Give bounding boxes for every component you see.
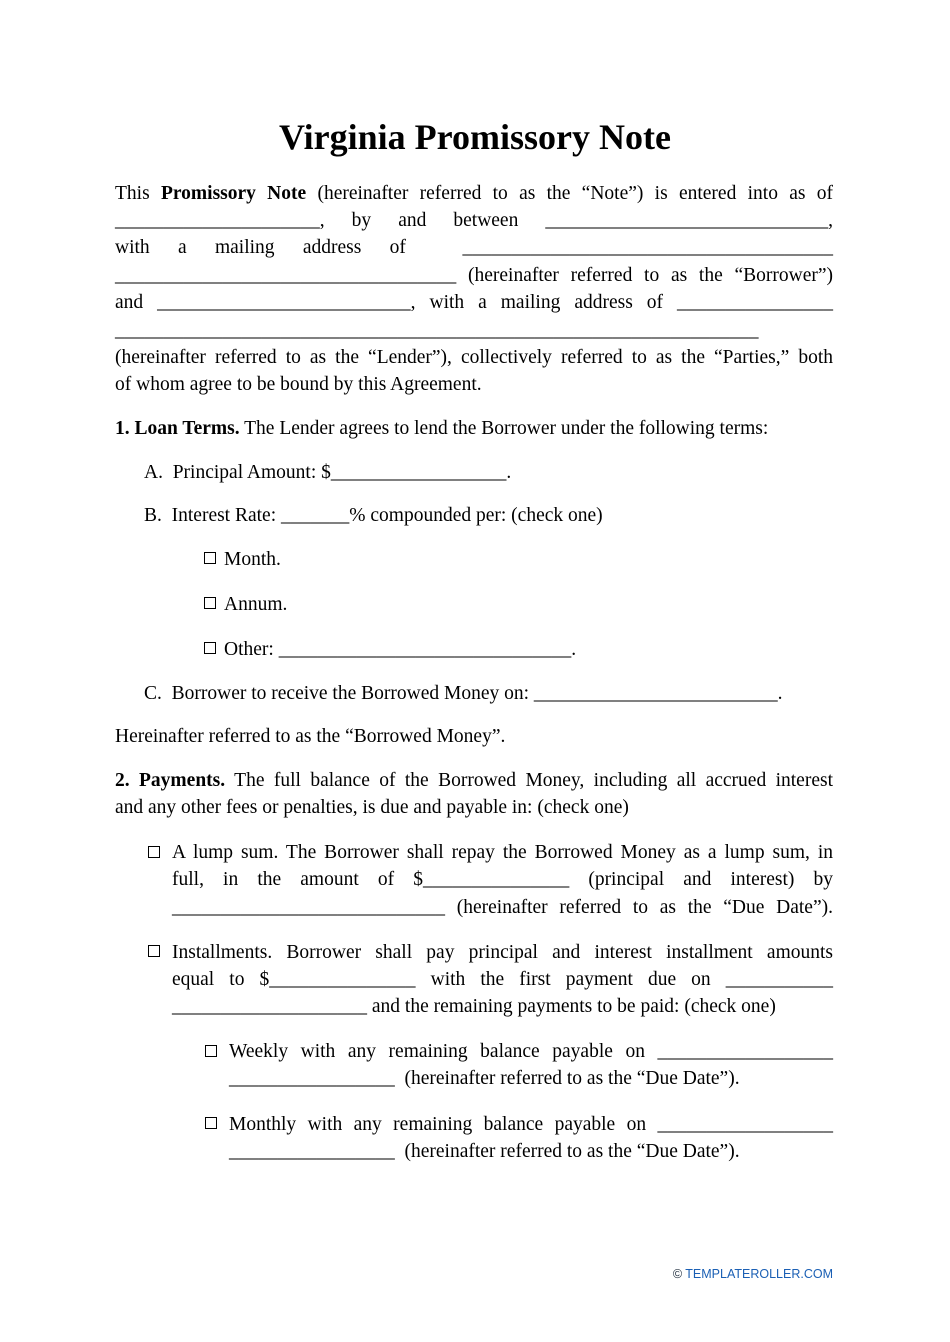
checkbox-installments[interactable] bbox=[148, 945, 160, 957]
intro-line: ___________________________________ (hereinafter referred to as the “Borrower”) bbox=[115, 265, 833, 286]
lump-sum-line: ____________________________ (hereinafter referred to as the “Due Date”). bbox=[172, 897, 833, 918]
intro-line: _____________________, by and between _____________________________, bbox=[115, 210, 833, 231]
checkbox-weekly[interactable] bbox=[205, 1045, 217, 1057]
checkbox-monthly[interactable] bbox=[205, 1117, 217, 1129]
site-link[interactable]: TEMPLATEROLLER.COM bbox=[685, 1267, 833, 1281]
option-other: Other: ______________________________. bbox=[204, 636, 922, 663]
borrowed-money-definition: Hereinafter referred to as the “Borrowed Money”. bbox=[115, 726, 506, 747]
footer-link[interactable] bbox=[673, 1267, 833, 1281]
intro-line: with a mailing address of ______________________________________ bbox=[115, 237, 833, 258]
option-annum: Annum. bbox=[204, 591, 922, 618]
interest-rate-line: B. Interest Rate: _______% compounded per: (check one) bbox=[144, 505, 603, 526]
section-payments: 2. Payments. The full balance of the Borrowed Money, including all accrued interest bbox=[115, 770, 833, 791]
intro-line: (hereinafter referred to as the “Lender”), collectively referred to as the “Parties,” both bbox=[115, 347, 833, 368]
borrowed-money-date-line: C. Borrower to receive the Borrowed Money on: _________________________. bbox=[144, 683, 783, 704]
lump-sum-line: full, in the amount of $_______________ (principal and interest) by bbox=[172, 869, 833, 890]
intro-line: of whom agree to be bound by this Agreement. bbox=[115, 374, 482, 395]
installments-line: ____________________ and the remaining payments to be paid: (check one) bbox=[172, 996, 776, 1017]
monthly-line: _________________ (hereinafter referred to as the “Due Date”). bbox=[229, 1141, 740, 1162]
installments-line: Installments. Borrower shall pay principal and interest installment amounts bbox=[172, 942, 833, 963]
page-title: Virginia Promissory Note bbox=[279, 117, 671, 157]
intro-line: This Promissory Note (hereinafter referred to as the “Note”) is entered into as of bbox=[115, 183, 833, 204]
checkbox[interactable] bbox=[204, 552, 216, 564]
intro-line: __________________________________________________________________ bbox=[115, 320, 759, 341]
option-month: Month. bbox=[204, 546, 922, 573]
section-heading: 2. Payments. bbox=[115, 770, 226, 791]
installments-line: equal to $_______________ with the first payment due on ___________ bbox=[172, 969, 833, 990]
weekly-line: _________________ (hereinafter referred to as the “Due Date”). bbox=[229, 1068, 740, 1089]
monthly-line: Monthly with any remaining balance payable on __________________ bbox=[229, 1114, 833, 1135]
checkbox-lump-sum[interactable] bbox=[148, 846, 160, 858]
principal-amount-line: A. Principal Amount: $__________________. bbox=[144, 462, 512, 483]
checkbox[interactable] bbox=[204, 642, 216, 654]
section-heading: 1. Loan Terms. bbox=[115, 418, 240, 439]
lump-sum-line: A lump sum. The Borrower shall repay the Borrowed Money as a lump sum, in bbox=[172, 842, 833, 863]
weekly-line: Weekly with any remaining balance payable on __________________ bbox=[229, 1041, 833, 1062]
checkbox[interactable] bbox=[204, 597, 216, 609]
intro-line: and __________________________, with a mailing address of ________________ bbox=[115, 292, 833, 313]
payments-line: and any other fees or penalties, is due and payable in: (check one) bbox=[115, 797, 629, 818]
copyright-icon: © bbox=[672, 1267, 683, 1281]
section-loan-terms: 1. Loan Terms. The Lender agrees to lend the Borrower under the following terms: bbox=[115, 418, 769, 439]
